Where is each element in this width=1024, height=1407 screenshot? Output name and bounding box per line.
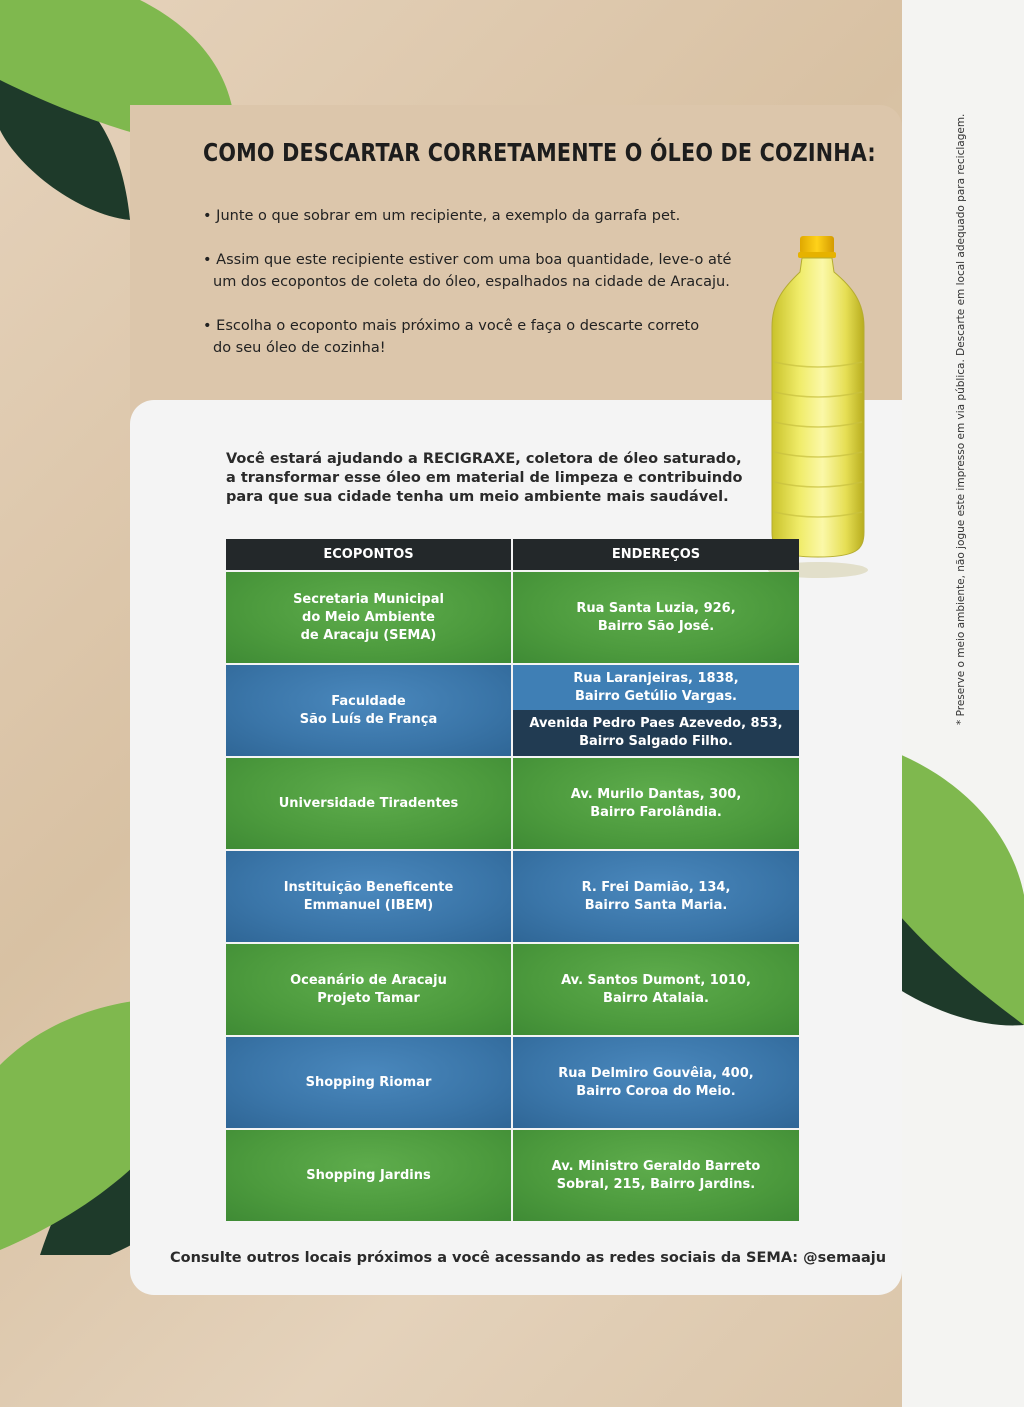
ecopoint-cell [226, 758, 511, 849]
ecopoint-line: Faculdade [331, 693, 406, 709]
address-line: Av. Santos Dumont, 1010, [561, 972, 751, 988]
intro-text [226, 450, 786, 507]
ecopoint-line: de Aracaju (SEMA) [300, 627, 437, 643]
address-line: Rua Santa Luzia, 926, [576, 600, 736, 616]
address-line: Sobral, 215, Bairro Jardins. [556, 1176, 756, 1192]
address-line: Bairro Getúlio Vargas. [574, 688, 737, 704]
instruction-line: um dos ecopontos de coleta do óleo, espalhados na cidade de Aracaju. [213, 274, 730, 290]
instruction-item [203, 315, 763, 359]
table-row [226, 1037, 799, 1128]
address-line: Bairro Coroa do Meio. [576, 1083, 736, 1099]
ecopoint-cell [226, 1037, 511, 1128]
table-row [226, 1130, 799, 1221]
ecopoint-line: Universidade Tiradentes [278, 795, 459, 811]
instruction-line: do seu óleo de cozinha! [213, 340, 386, 356]
table-row [226, 572, 799, 663]
instruction-line: • Assim que este recipiente estiver com uma boa quantidade, leve-o até [203, 252, 732, 268]
address-line: Bairro Atalaia. [603, 990, 709, 1006]
instruction-line: • Junte o que sobrar em um recipiente, a exemplo da garrafa pet. [203, 208, 681, 224]
address-line: R. Frei Damião, 134, [581, 879, 731, 895]
ecopoint-line: Secretaria Municipal [293, 591, 444, 607]
ecopoint-line: São Luís de França [299, 711, 438, 727]
address-line: Av. Ministro Geraldo Barreto [551, 1158, 761, 1174]
address-line: Bairro São José. [597, 618, 715, 634]
intro-line: Você estará ajudando a RECIGRAXE, coletora de óleo saturado, [226, 451, 742, 467]
table-row [226, 758, 799, 849]
address-line: Bairro Santa Maria. [584, 897, 728, 913]
table-header [226, 539, 799, 570]
address-cell [513, 1130, 799, 1221]
instruction-line: • Escolha o ecoponto mais próximo a você e faça o descarte correto [203, 318, 700, 334]
address-cell [513, 944, 799, 1035]
column-header-addresses: ENDEREÇOS [611, 547, 701, 562]
oil-bottle-icon [752, 232, 884, 592]
ecopoint-line: Shopping Riomar [305, 1074, 432, 1090]
address-cell [513, 572, 799, 663]
ecopoint-cell [226, 665, 511, 756]
table-row [226, 944, 799, 1035]
table-row [226, 665, 799, 756]
address-line: Rua Laranjeiras, 1838, [573, 670, 739, 686]
table-row [226, 851, 799, 942]
ecopoint-line: Projeto Tamar [317, 990, 420, 1006]
address-line: Rua Delmiro Gouvêia, 400, [558, 1065, 754, 1081]
instruction-list [203, 205, 763, 381]
address-line: Bairro Salgado Filho. [579, 734, 733, 749]
instruction-item [203, 205, 763, 227]
ecopoint-cell [226, 572, 511, 663]
ecopoint-cell [226, 944, 511, 1035]
address-sub-cell [513, 665, 799, 710]
intro-line: a transformar esse óleo em material de limpeza e contribuindo [226, 470, 743, 486]
ecopoint-cell [226, 851, 511, 942]
address-cell [513, 1037, 799, 1128]
side-disclaimer: * Preserve o meio ambiente, não jogue este impresso em via pública. Descarte em local adequado para reciclagem. [955, 113, 967, 725]
ecopoint-cell [226, 1130, 511, 1221]
address-line: Avenida Pedro Paes Azevedo, 853, [529, 716, 783, 731]
address-cell [513, 758, 799, 849]
address-sub-cell [513, 710, 799, 756]
ecopoint-line: Emmanuel (IBEM) [303, 897, 434, 913]
ecopoint-line: do Meio Ambiente [302, 609, 435, 625]
ecopoints-table [226, 539, 799, 1221]
address-cell [513, 665, 799, 756]
footer-note: Consulte outros locais próximos a você acessando as redes sociais da SEMA: @semaaju [170, 1250, 887, 1266]
instruction-item [203, 249, 763, 293]
ecopoint-line: Instituição Beneficente [283, 879, 454, 895]
ecopoint-line: Oceanário de Aracaju [290, 972, 447, 988]
address-line: Bairro Farolândia. [590, 804, 722, 820]
column-header-ecopoints: ECOPONTOS [226, 539, 513, 570]
intro-line: para que sua cidade tenha um meio ambiente mais saudável. [226, 489, 729, 505]
ecopoint-line: Shopping Jardins [306, 1167, 431, 1183]
page-title: COMO DESCARTAR CORRETAMENTE O ÓLEO DE COZINHA: [203, 138, 876, 167]
address-line: Av. Murilo Dantas, 300, [570, 786, 742, 802]
address-cell [513, 851, 799, 942]
